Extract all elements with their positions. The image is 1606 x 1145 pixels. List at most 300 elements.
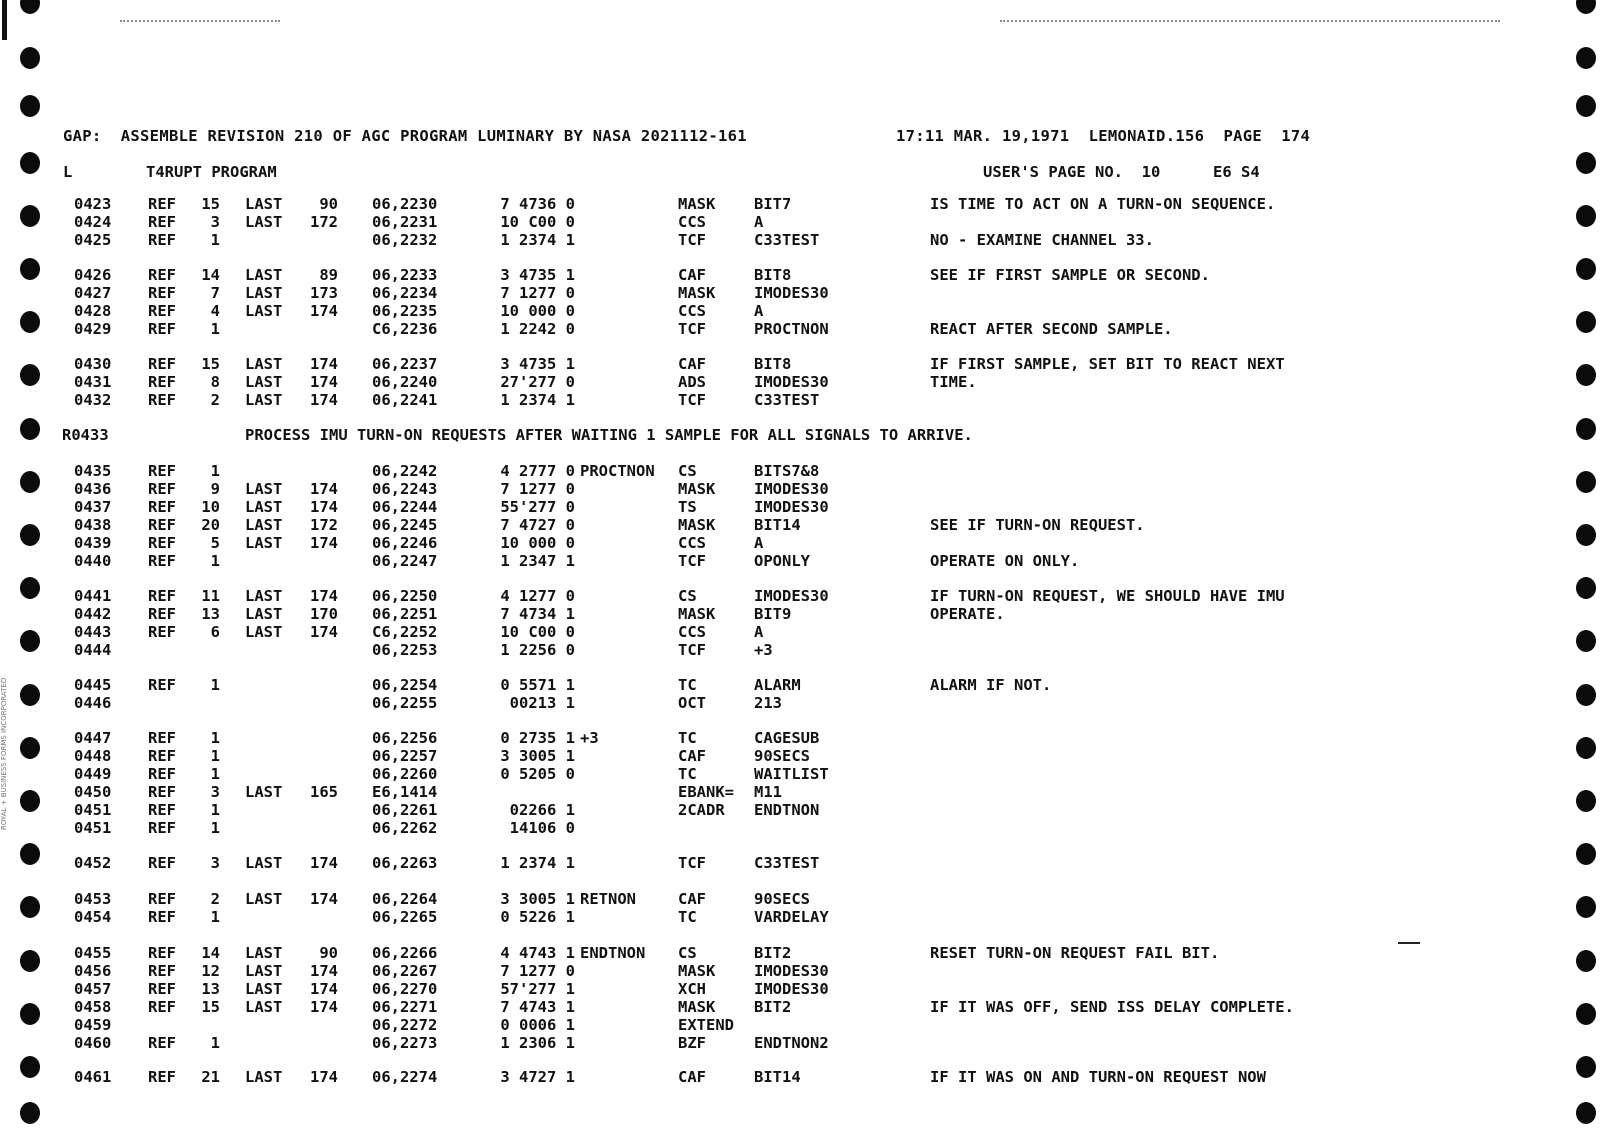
tractor-hole xyxy=(20,577,40,599)
address: 06,2272 xyxy=(372,1016,438,1034)
tractor-hole xyxy=(20,364,40,386)
object-code: 0 0006 1 xyxy=(500,1016,575,1034)
opcode: CS xyxy=(678,462,697,480)
tractor-hole xyxy=(1576,205,1596,227)
ref-count: 12 xyxy=(201,962,220,980)
ref-label: REF xyxy=(148,962,176,980)
last-page: 174 xyxy=(310,854,338,872)
operand: A xyxy=(754,213,764,231)
ref-count: 13 xyxy=(201,605,220,623)
ref-label: REF xyxy=(148,355,176,373)
last-page: 174 xyxy=(310,498,338,516)
program-title: T4RUPT PROGRAM xyxy=(146,163,277,181)
line-number: 0423 xyxy=(74,195,112,213)
last-label: LAST xyxy=(245,391,283,409)
opcode: CCS xyxy=(678,213,706,231)
comment: OPERATE. xyxy=(930,605,1005,623)
line-number: 0453 xyxy=(74,890,112,908)
line-number: 0436 xyxy=(74,480,112,498)
operand: A xyxy=(754,623,764,641)
opcode: TC xyxy=(678,908,697,926)
opcode: 2CADR xyxy=(678,801,725,819)
last-label: LAST xyxy=(245,605,283,623)
opcode: MASK xyxy=(678,516,716,534)
object-code: 1 2306 1 xyxy=(500,1034,575,1052)
remark-row xyxy=(0,426,973,444)
operand: IMODES30 xyxy=(754,980,829,998)
object-code: 1 2374 1 xyxy=(500,391,575,409)
operand: 90SECS xyxy=(754,747,810,765)
comment: NO - EXAMINE CHANNEL 33. xyxy=(930,231,1154,249)
last-label: LAST xyxy=(245,890,283,908)
address: 06,2235 xyxy=(372,302,438,320)
tractor-hole xyxy=(1576,950,1596,972)
tractor-hole xyxy=(1576,364,1596,386)
object-code: 0 5226 1 xyxy=(500,908,575,926)
tractor-hole xyxy=(1576,524,1596,546)
ref-label: REF xyxy=(148,480,176,498)
object-code: 3 3005 1 xyxy=(500,747,575,765)
opcode: OCT xyxy=(678,694,706,712)
opcode: MASK xyxy=(678,195,716,213)
symbol-label: PROCTNON xyxy=(580,462,655,480)
tractor-hole xyxy=(20,896,40,918)
tractor-hole xyxy=(20,152,40,174)
tractor-hole xyxy=(1576,1056,1596,1078)
operand: IMODES30 xyxy=(754,962,829,980)
comment: IF FIRST SAMPLE, SET BIT TO REACT NEXT xyxy=(930,355,1285,373)
object-code: 4 2777 0 xyxy=(500,462,575,480)
ref-count: 21 xyxy=(201,1068,220,1086)
operand: BIT14 xyxy=(754,1068,801,1086)
line-number: 0447 xyxy=(74,729,112,747)
address: 06,2251 xyxy=(372,605,438,623)
opcode: TCF xyxy=(678,320,706,338)
opcode: MASK xyxy=(678,480,716,498)
ref-label: REF xyxy=(148,854,176,872)
operand: +3 xyxy=(754,641,773,659)
object-code: 1 2242 0 xyxy=(500,320,575,338)
address: 06,2266 xyxy=(372,944,438,962)
object-code: 3 4735 1 xyxy=(500,266,575,284)
comment: ALARM IF NOT. xyxy=(930,676,1052,694)
operand: IMODES30 xyxy=(754,480,829,498)
operand: BIT2 xyxy=(754,998,792,1016)
last-label: LAST xyxy=(245,998,283,1016)
ref-label: REF xyxy=(148,195,176,213)
line-number: 0445 xyxy=(74,676,112,694)
tractor-hole xyxy=(1576,95,1596,117)
ref-label: REF xyxy=(148,320,176,338)
line-number: 0449 xyxy=(74,765,112,783)
tractor-hole xyxy=(1576,843,1596,865)
ref-count: 3 xyxy=(210,854,220,872)
ref-label: REF xyxy=(148,534,176,552)
last-label: LAST xyxy=(245,944,283,962)
tractor-hole xyxy=(1576,577,1596,599)
tractor-hole xyxy=(20,311,40,333)
line-number: 0452 xyxy=(74,854,112,872)
tractor-hole xyxy=(20,790,40,812)
address: 06,2273 xyxy=(372,1034,438,1052)
tractor-hole xyxy=(20,0,40,14)
tractor-hole xyxy=(1576,790,1596,812)
line-number: 0446 xyxy=(74,694,112,712)
address: 06,2264 xyxy=(372,890,438,908)
comment: SEE IF TURN-ON REQUEST. xyxy=(930,516,1145,534)
object-code: 4 4743 1 xyxy=(500,944,575,962)
last-page: 174 xyxy=(310,534,338,552)
line-number: 0448 xyxy=(74,747,112,765)
operand: IMODES30 xyxy=(754,284,829,302)
comment: IF IT WAS ON AND TURN-ON REQUEST NOW xyxy=(930,1068,1266,1086)
tractor-hole xyxy=(1576,0,1596,14)
object-code: 7 4736 0 xyxy=(500,195,575,213)
tractor-hole xyxy=(1576,471,1596,493)
ref-count: 20 xyxy=(201,516,220,534)
last-page: 174 xyxy=(310,890,338,908)
ref-label: REF xyxy=(148,623,176,641)
operand: ENDTNON2 xyxy=(754,1034,829,1052)
object-code: 1 2374 1 xyxy=(500,231,575,249)
object-code: 3 4735 1 xyxy=(500,355,575,373)
opcode: CAF xyxy=(678,1068,706,1086)
last-label: LAST xyxy=(245,516,283,534)
opcode: EBANK= xyxy=(678,783,734,801)
object-code: 0 2735 1 xyxy=(500,729,575,747)
ref-label: REF xyxy=(148,676,176,694)
last-label: LAST xyxy=(245,195,283,213)
ref-label: REF xyxy=(148,783,176,801)
ref-label: REF xyxy=(148,908,176,926)
line-number: 0424 xyxy=(74,213,112,231)
last-page: 90 xyxy=(319,944,338,962)
last-page: 174 xyxy=(310,373,338,391)
operand: 90SECS xyxy=(754,890,810,908)
last-page: 172 xyxy=(310,213,338,231)
ref-count: 3 xyxy=(210,783,220,801)
opcode: CS xyxy=(678,587,697,605)
address: 06,2232 xyxy=(372,231,438,249)
last-page: 174 xyxy=(310,391,338,409)
tractor-hole xyxy=(1576,418,1596,440)
line-number: 0430 xyxy=(74,355,112,373)
opcode: CCS xyxy=(678,623,706,641)
last-label: LAST xyxy=(245,587,283,605)
operand: BIT9 xyxy=(754,605,792,623)
operand: BIT8 xyxy=(754,266,792,284)
address: 06,2267 xyxy=(372,962,438,980)
object-code: 7 1277 0 xyxy=(500,284,575,302)
line-number: 0450 xyxy=(74,783,112,801)
stray-mark xyxy=(1398,942,1420,944)
tractor-hole xyxy=(20,1056,40,1078)
line-number: 0457 xyxy=(74,980,112,998)
line-number: 0443 xyxy=(74,623,112,641)
operand: CAGESUB xyxy=(754,729,820,747)
address: C6,2236 xyxy=(372,320,438,338)
ref-count: 1 xyxy=(210,765,220,783)
object-code: 3 4727 1 xyxy=(500,1068,575,1086)
last-label: LAST xyxy=(245,980,283,998)
line-number: 0432 xyxy=(74,391,112,409)
address: 06,2242 xyxy=(372,462,438,480)
object-code: 27'277 0 xyxy=(500,373,575,391)
comment: SEE IF FIRST SAMPLE OR SECOND. xyxy=(930,266,1210,284)
line-number: 0426 xyxy=(74,266,112,284)
tractor-hole xyxy=(20,684,40,706)
operand: IMODES30 xyxy=(754,373,829,391)
subheader-left: L xyxy=(63,163,73,181)
opcode: MASK xyxy=(678,998,716,1016)
object-code: 00213 1 xyxy=(509,694,575,712)
perforation-dots xyxy=(1000,20,1500,26)
address: 06,2270 xyxy=(372,980,438,998)
object-code: 55'277 0 xyxy=(500,498,575,516)
ref-label: REF xyxy=(148,231,176,249)
line-number: 0427 xyxy=(74,284,112,302)
ref-label: REF xyxy=(148,284,176,302)
remark-text: PROCESS IMU TURN-ON REQUESTS AFTER WAITING 1 SAMPLE FOR ALL SIGNALS TO ARRIVE. xyxy=(245,426,973,444)
ref-label: REF xyxy=(148,302,176,320)
ref-label: REF xyxy=(148,516,176,534)
tractor-hole xyxy=(1576,630,1596,652)
address: C6,2252 xyxy=(372,623,438,641)
comment: REACT AFTER SECOND SAMPLE. xyxy=(930,320,1173,338)
left-edge-mark xyxy=(2,0,7,40)
last-page: 165 xyxy=(310,783,338,801)
last-page: 172 xyxy=(310,516,338,534)
operand: IMODES30 xyxy=(754,498,829,516)
remark-line-number: R0433 xyxy=(62,426,109,444)
tractor-hole xyxy=(20,47,40,69)
line-number: 0442 xyxy=(74,605,112,623)
ref-count: 2 xyxy=(210,890,220,908)
ref-label: REF xyxy=(148,801,176,819)
line-number: 0440 xyxy=(74,552,112,570)
page-header: GAP: ASSEMBLE REVISION 210 OF AGC PROGRAM LUMINARY BY NASA 2021112-161 xyxy=(63,127,747,145)
tractor-hole xyxy=(20,630,40,652)
address: 06,2233 xyxy=(372,266,438,284)
operand: OPONLY xyxy=(754,552,810,570)
ref-count: 1 xyxy=(210,729,220,747)
address: 06,2250 xyxy=(372,587,438,605)
comment: TIME. xyxy=(930,373,977,391)
opcode: CAF xyxy=(678,355,706,373)
address: 06,2244 xyxy=(372,498,438,516)
tractor-hole xyxy=(20,524,40,546)
ref-label: REF xyxy=(148,462,176,480)
address: 06,2231 xyxy=(372,213,438,231)
last-label: LAST xyxy=(245,284,283,302)
last-label: LAST xyxy=(245,480,283,498)
address: 06,2274 xyxy=(372,1068,438,1086)
address: 06,2255 xyxy=(372,694,438,712)
address: 06,2257 xyxy=(372,747,438,765)
ref-label: REF xyxy=(148,998,176,1016)
symbol-label: RETNON xyxy=(580,890,636,908)
operand: VARDELAY xyxy=(754,908,829,926)
ref-count: 1 xyxy=(210,747,220,765)
tractor-hole xyxy=(20,1102,40,1124)
line-number: 0458 xyxy=(74,998,112,1016)
ref-label: REF xyxy=(148,729,176,747)
ref-count: 14 xyxy=(201,944,220,962)
opcode: XCH xyxy=(678,980,706,998)
line-number: 0435 xyxy=(74,462,112,480)
address: 06,2262 xyxy=(372,819,438,837)
last-label: LAST xyxy=(245,213,283,231)
address: 06,2245 xyxy=(372,516,438,534)
ref-count: 15 xyxy=(201,355,220,373)
line-number: 0460 xyxy=(74,1034,112,1052)
last-label: LAST xyxy=(245,373,283,391)
operand: WAITLIST xyxy=(754,765,829,783)
address: 06,2265 xyxy=(372,908,438,926)
object-code: 3 3005 1 xyxy=(500,890,575,908)
ref-count: 1 xyxy=(210,552,220,570)
opcode: EXTEND xyxy=(678,1016,734,1034)
opcode: TC xyxy=(678,676,697,694)
last-label: LAST xyxy=(245,623,283,641)
last-page: 173 xyxy=(310,284,338,302)
ref-count: 4 xyxy=(210,302,220,320)
ref-count: 15 xyxy=(201,998,220,1016)
object-code: 10 000 0 xyxy=(500,534,575,552)
ref-count: 7 xyxy=(210,284,220,302)
tractor-hole xyxy=(20,950,40,972)
address: E6,1414 xyxy=(372,783,438,801)
address: 06,2253 xyxy=(372,641,438,659)
ref-count: 1 xyxy=(210,819,220,837)
ref-label: REF xyxy=(148,391,176,409)
ref-count: 8 xyxy=(210,373,220,391)
line-number: 0428 xyxy=(74,302,112,320)
line-number: 0437 xyxy=(74,498,112,516)
ref-count: 5 xyxy=(210,534,220,552)
object-code: 7 1277 0 xyxy=(500,480,575,498)
last-page: 174 xyxy=(310,623,338,641)
tractor-hole xyxy=(1576,47,1596,69)
opcode: TCF xyxy=(678,231,706,249)
comment: IF TURN-ON REQUEST, WE SHOULD HAVE IMU xyxy=(930,587,1285,605)
opcode: CCS xyxy=(678,534,706,552)
ref-count: 1 xyxy=(210,462,220,480)
last-label: LAST xyxy=(245,534,283,552)
ref-label: REF xyxy=(148,552,176,570)
opcode: MASK xyxy=(678,284,716,302)
opcode: TCF xyxy=(678,552,706,570)
address: 06,2240 xyxy=(372,373,438,391)
ref-label: REF xyxy=(148,890,176,908)
address: 06,2230 xyxy=(372,195,438,213)
opcode: CS xyxy=(678,944,697,962)
tractor-hole xyxy=(1576,311,1596,333)
operand: BIT14 xyxy=(754,516,801,534)
ref-count: 11 xyxy=(201,587,220,605)
address: 06,2256 xyxy=(372,729,438,747)
ref-count: 1 xyxy=(210,676,220,694)
last-label: LAST xyxy=(245,355,283,373)
tractor-hole xyxy=(20,843,40,865)
object-code: 02266 1 xyxy=(509,801,575,819)
opcode: TC xyxy=(678,729,697,747)
ref-count: 6 xyxy=(210,623,220,641)
user-page-number: USER'S PAGE NO. 10 xyxy=(983,163,1161,181)
line-number: 0441 xyxy=(74,587,112,605)
opcode: MASK xyxy=(678,605,716,623)
object-code: 1 2374 1 xyxy=(500,854,575,872)
opcode: MASK xyxy=(678,962,716,980)
address: 06,2246 xyxy=(372,534,438,552)
object-code: 7 1277 0 xyxy=(500,962,575,980)
address: 06,2237 xyxy=(372,355,438,373)
address: 06,2241 xyxy=(372,391,438,409)
ref-label: REF xyxy=(148,980,176,998)
ref-count: 10 xyxy=(201,498,220,516)
opcode: TCF xyxy=(678,854,706,872)
operand: 213 xyxy=(754,694,782,712)
symbol-label: ENDTNON xyxy=(580,944,646,962)
page-header-date: 17:11 MAR. 19,1971 LEMONAID.156 PAGE 174 xyxy=(896,127,1311,145)
last-label: LAST xyxy=(245,266,283,284)
address: 06,2234 xyxy=(372,284,438,302)
tractor-hole xyxy=(1576,258,1596,280)
operand: A xyxy=(754,302,764,320)
operand: C33TEST xyxy=(754,854,820,872)
last-page: 174 xyxy=(310,587,338,605)
operand: C33TEST xyxy=(754,391,820,409)
object-code: 0 5571 1 xyxy=(500,676,575,694)
ref-label: REF xyxy=(148,373,176,391)
ref-label: REF xyxy=(148,1068,176,1086)
object-code: 1 2347 1 xyxy=(500,552,575,570)
bank-label: E6 S4 xyxy=(1213,163,1260,181)
opcode: BZF xyxy=(678,1034,706,1052)
opcode: CCS xyxy=(678,302,706,320)
comment: IF IT WAS OFF, SEND ISS DELAY COMPLETE. xyxy=(930,998,1294,1016)
last-page: 174 xyxy=(310,355,338,373)
line-number: 0425 xyxy=(74,231,112,249)
line-number: 0438 xyxy=(74,516,112,534)
line-number: 0459 xyxy=(74,1016,112,1034)
ref-label: REF xyxy=(148,1034,176,1052)
ref-count: 13 xyxy=(201,980,220,998)
last-page: 174 xyxy=(310,1068,338,1086)
margin-text: ROYAL + BUSINESS FORMS INCORPORATED xyxy=(0,677,8,830)
tractor-hole xyxy=(1576,896,1596,918)
tractor-hole xyxy=(20,1003,40,1025)
line-number: 0429 xyxy=(74,320,112,338)
line-number: 0461 xyxy=(74,1068,112,1086)
last-label: LAST xyxy=(245,854,283,872)
last-label: LAST xyxy=(245,1068,283,1086)
opcode: TCF xyxy=(678,641,706,659)
line-number: 0454 xyxy=(74,908,112,926)
tractor-hole xyxy=(20,737,40,759)
opcode: TCF xyxy=(678,391,706,409)
comment: OPERATE ON ONLY. xyxy=(930,552,1080,570)
operand: IMODES30 xyxy=(754,587,829,605)
operand: A xyxy=(754,534,764,552)
ref-label: REF xyxy=(148,587,176,605)
tractor-hole xyxy=(1576,152,1596,174)
last-page: 90 xyxy=(319,195,338,213)
object-code: 10 C00 0 xyxy=(500,213,575,231)
symbol-label: +3 xyxy=(580,729,599,747)
ref-count: 1 xyxy=(210,231,220,249)
opcode: TS xyxy=(678,498,697,516)
